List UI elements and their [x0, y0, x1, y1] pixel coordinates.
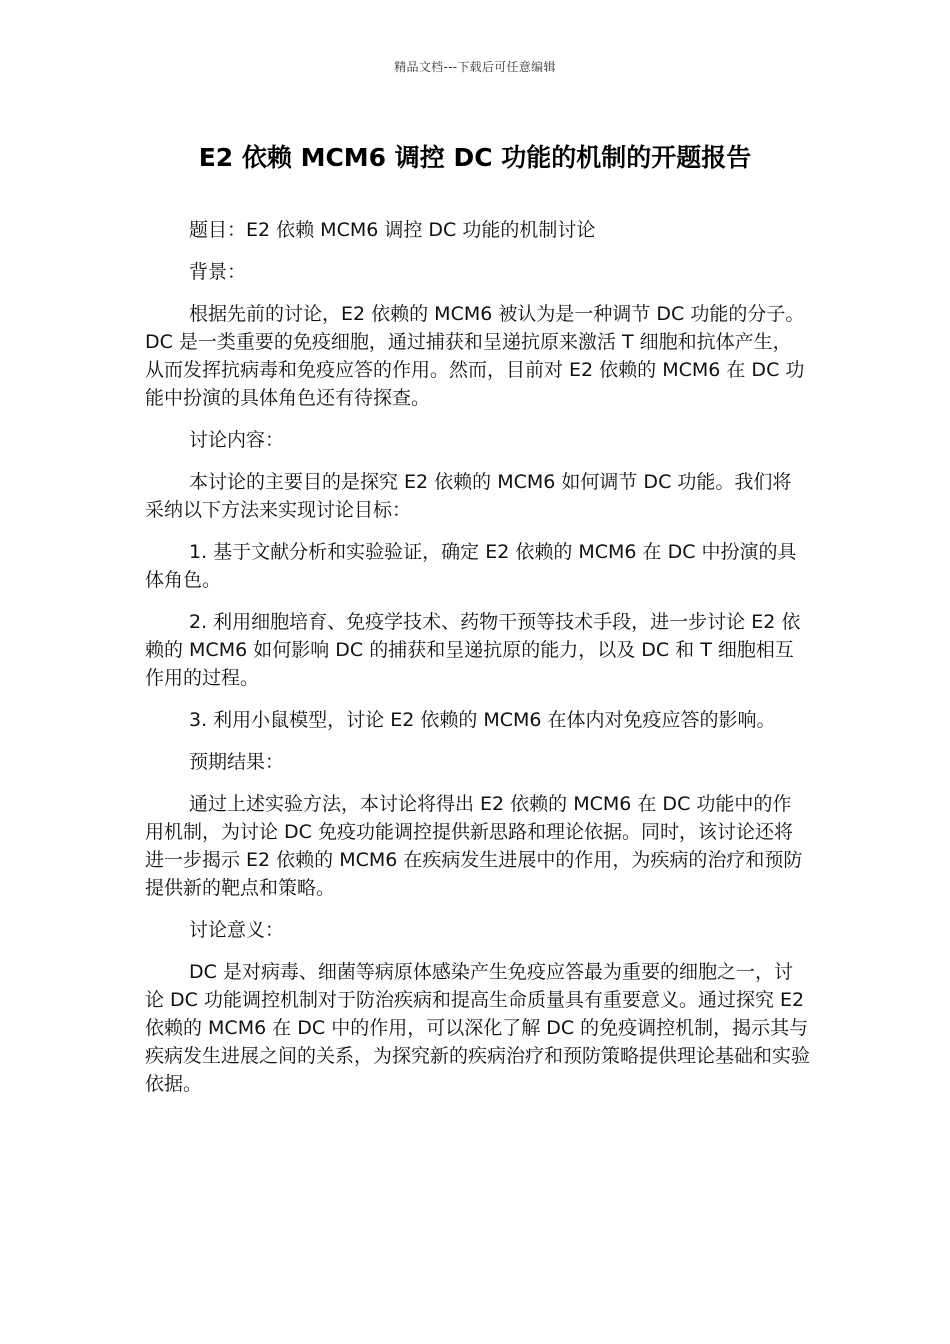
method-item-2: 2. 利用细胞培育、免疫学技术、药物干预等技术手段，进一步讨论 E2 依赖的 MCM6 如何影响 DC 的捕获和呈递抗原的能力，以及 DC 和 T 细胞相互作用的过程。 — [145, 611, 801, 689]
section-heading-content: 讨论内容： — [189, 429, 285, 451]
background-paragraph: 根据先前的讨论，E2 依赖的 MCM6 被认为是一种调节 DC 功能的分子。DC 是一类重要的免疫细胞，通过捕获和呈递抗原来激活 T 细胞和抗体产生，从而发挥抗病毒和免疫应答的作用。然而，目前对 E2 依赖的 MCM6 在 DC 功能中扮演的具体角色还有待探查。 — [145, 303, 805, 409]
section-heading-background: 背景： — [189, 261, 247, 283]
header-note: 精品文档---下载后可任意编辑 — [394, 60, 556, 74]
document-body — [145, 216, 810, 1112]
topic-line: 题目：E2 依赖 MCM6 调控 DC 功能的机制讨论 — [189, 219, 596, 241]
content-intro-paragraph: 本讨论的主要目的是探究 E2 依赖的 MCM6 如何调节 DC 功能。我们将采纳以下方法来实现讨论目标： — [145, 471, 792, 521]
section-heading-results: 预期结果： — [189, 751, 285, 773]
section-heading-significance: 讨论意义： — [189, 919, 285, 941]
page-title: E2 依赖 MCM6 调控 DC 功能的机制的开题报告 — [198, 143, 752, 172]
results-paragraph: 通过上述实验方法，本讨论将得出 E2 依赖的 MCM6 在 DC 功能中的作用机制，为讨论 DC 免疫功能调控提供新思路和理论依据。同时，该讨论还将进一步揭示 E2 依赖的 MCM6 在疾病发生进展中的作用，为疾病的治疗和预防提供新的靶点和策略。 — [145, 793, 803, 899]
method-item-1: 1. 基于文献分析和实验验证，确定 E2 依赖的 MCM6 在 DC 中扮演的具体角色。 — [145, 541, 797, 591]
method-item-3: 3. 利用小鼠模型，讨论 E2 依赖的 MCM6 在体内对免疫应答的影响。 — [189, 709, 776, 731]
significance-paragraph: DC 是对病毒、细菌等病原体感染产生免疫应答最为重要的细胞之一，讨论 DC 功能调控机制对于防治疾病和提高生命质量具有重要意义。通过探究 E2 依赖的 MCM6 在 DC 中的作用，可以深化了解 DC 的免疫调控机制，揭示其与疾病发生进展之间的关系，为探究新的疾病治疗和预防策略提供理论基础和实验依据。 — [145, 961, 811, 1095]
